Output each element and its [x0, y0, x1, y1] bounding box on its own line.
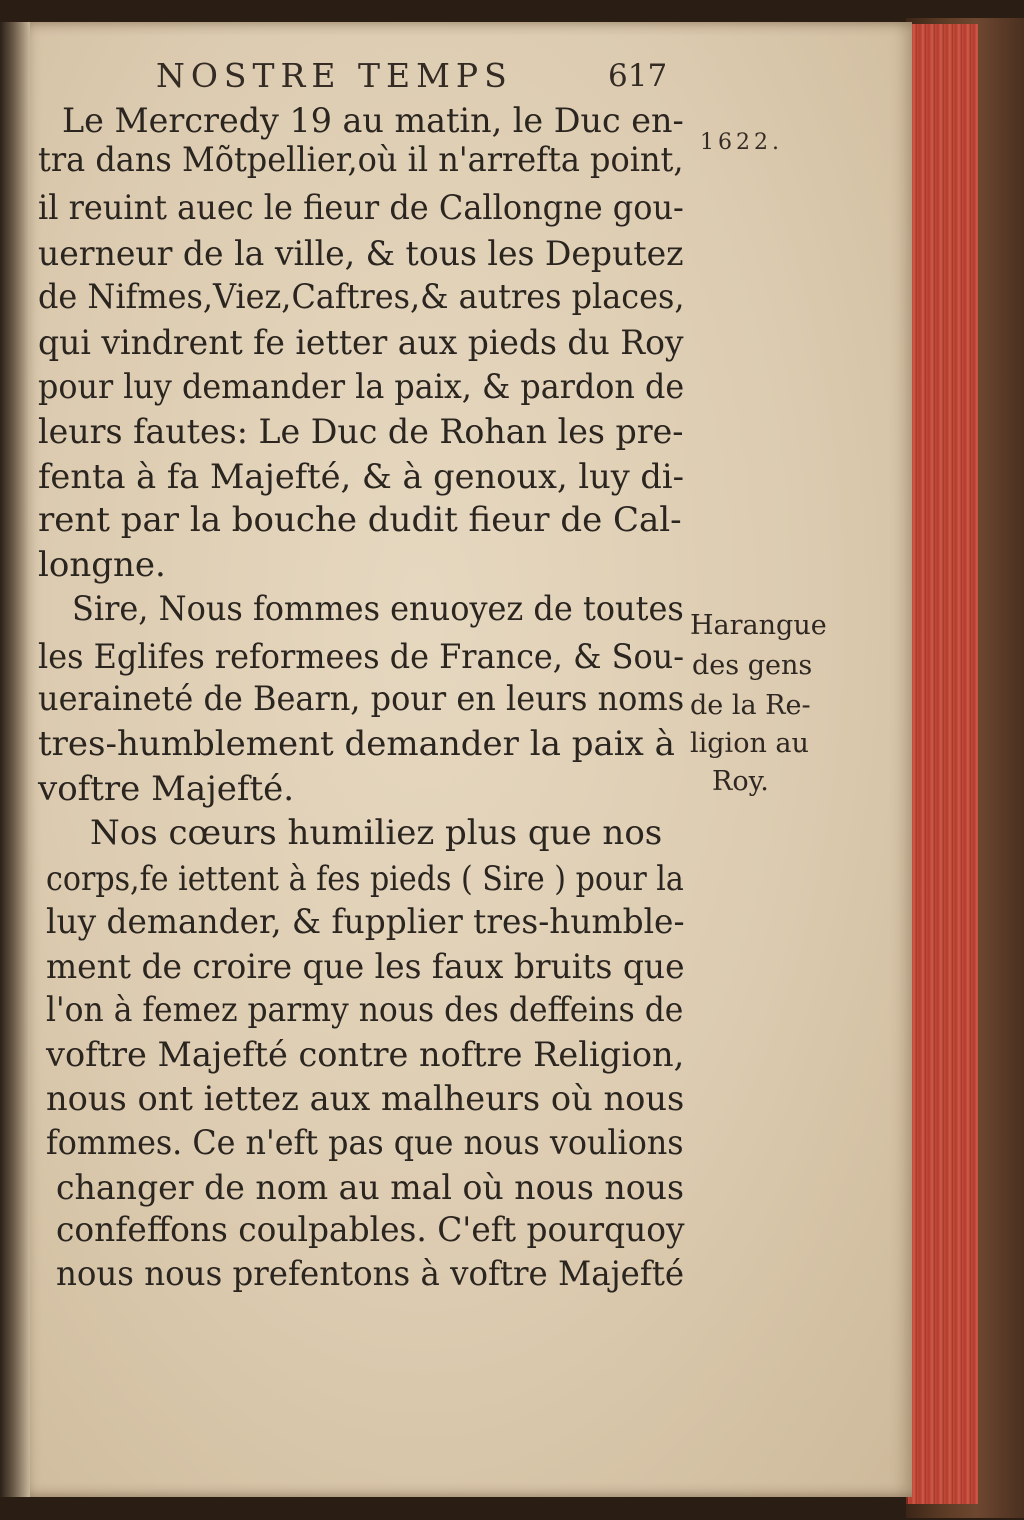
text-line: pour luy demander la paix, & pardon de [38, 367, 685, 407]
text-line: leurs fautes: Le Duc de Rohan les pre- [38, 412, 684, 452]
text-line: fommes. Ce n'eft pas que nous voulions [46, 1123, 684, 1163]
margin-note-line: Harangue [690, 610, 827, 641]
text-line: nous nous prefentons à voftre Majefté [56, 1254, 685, 1294]
text-line: tres-humblement demander la paix à [38, 724, 675, 764]
running-title: NOSTRE TEMPS [156, 56, 513, 95]
text-line: corps,fe iettent à fes pieds ( Sire ) pour la [46, 859, 684, 899]
margin-note-line: Roy. [712, 766, 769, 797]
text-line: ment de croire que les faux bruits que [46, 947, 685, 987]
text-line: voftre Majefté contre noftre Religion, [46, 1035, 685, 1075]
text-line: l'on à femez parmy nous des deffeins de [46, 990, 684, 1030]
text-line: longne. [38, 545, 166, 585]
text-line: les Eglifes reformees de France, & Sou- [38, 637, 684, 677]
text-line: Sire, Nous fommes enuoyez de toutes [72, 589, 684, 629]
text-line: changer de nom au mal où nous nous [56, 1168, 684, 1208]
margin-note-line: des gens [692, 650, 813, 681]
page-gutter [0, 22, 30, 1497]
text-line: nous ont iettez aux malheurs où nous [46, 1079, 685, 1119]
margin-note-line: de la Re- [690, 690, 811, 721]
text-line: rent par la bouche dudit fieur de Cal- [38, 500, 682, 540]
page-number: 617 [608, 58, 668, 94]
text-line: Le Mercredy 19 au matin, le Duc en- [62, 101, 684, 141]
margin-year: 1622. [700, 130, 783, 155]
text-line: qui vindrent fe ietter aux pieds du Roy [38, 323, 684, 363]
text-line: ueraineté de Bearn, pour en leurs noms [38, 679, 685, 719]
text-line: il reuint auec le fieur de Callongne gou- [38, 188, 684, 228]
margin-note-line: ligion au [690, 728, 809, 759]
text-line: uerneur de la ville, & tous les Deputez [38, 234, 684, 274]
red-page-edges [906, 24, 978, 1504]
text-line: luy demander, & fupplier tres-humble- [46, 902, 685, 942]
text-line: de Nifmes,Viez,Caftres,& autres places, [38, 277, 685, 317]
text-line: confeffons coulpables. C'eft pourquoy [56, 1210, 685, 1250]
text-line: fenta à fa Majefté, & à genoux, luy di- [38, 457, 684, 497]
text-line: voftre Majefté. [38, 769, 295, 809]
text-line: tra dans Mõtpellier,où il n'arrefta point, [38, 140, 684, 180]
text-line: Nos cœurs humiliez plus que nos [90, 813, 663, 853]
